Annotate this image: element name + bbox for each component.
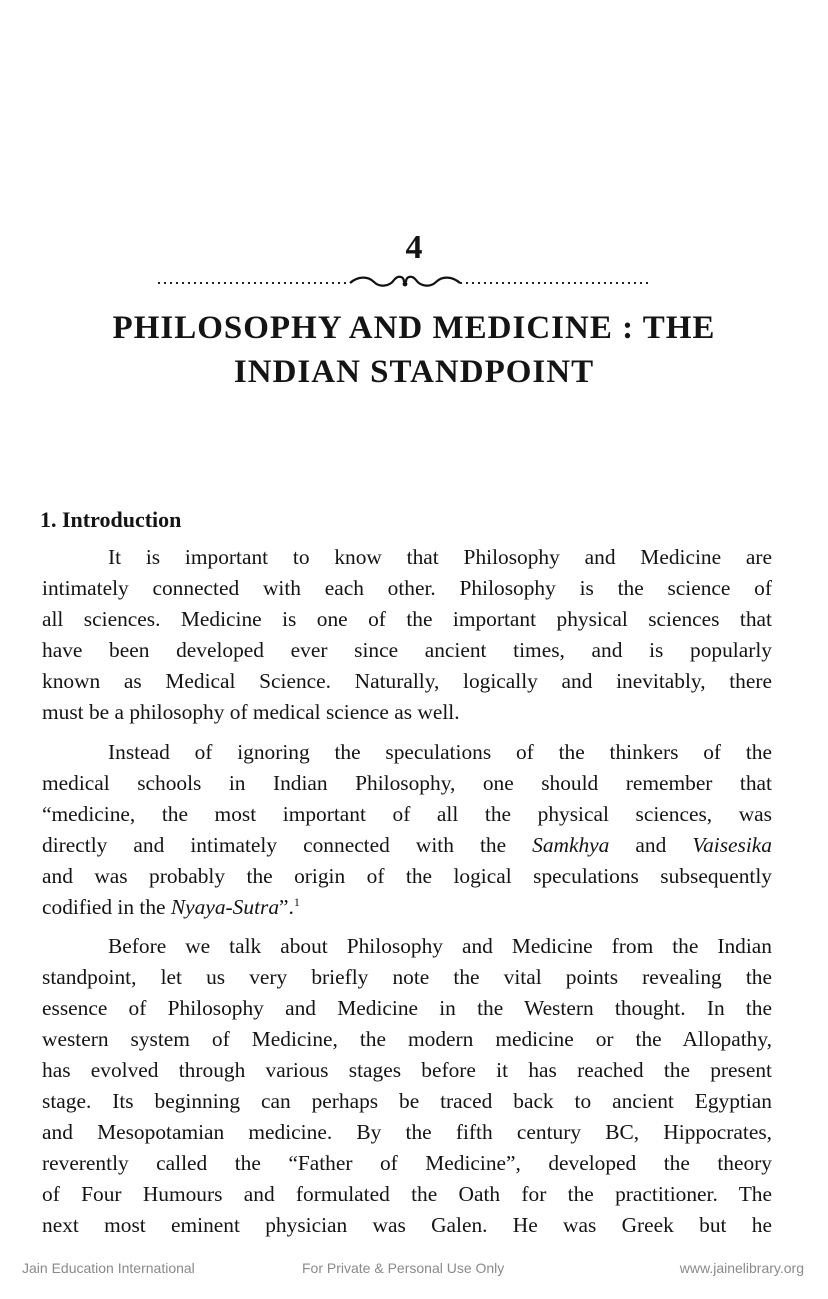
- text-line: and was probably the origin of the logical speculations subsequently: [42, 864, 772, 888]
- footer-website-link[interactable]: www.jainelibrary.org: [679, 1260, 804, 1276]
- chapter-title-line-1: PHILOSOPHY AND MEDICINE : THE: [112, 310, 716, 346]
- text-line: of Four Humours and formulated the Oath for the practitioner. The: [42, 1182, 772, 1206]
- ornament-divider: [158, 272, 652, 290]
- text-line: stage. Its beginning can perhaps be traced back to ancient Egyptian: [42, 1089, 772, 1113]
- text-line: western system of Medicine, the modern medicine or the Allopathy,: [42, 1027, 772, 1051]
- text-line: and Mesopotamian medicine. By the fifth century BC, Hippocrates,: [42, 1120, 772, 1144]
- text-line: It is important to know that Philosophy and Medicine are: [108, 545, 772, 569]
- paragraph-1: [42, 542, 772, 728]
- text-line: all sciences. Medicine is one of the important physical sciences that: [42, 607, 772, 631]
- text-line: has evolved through various stages before it has reached the present: [42, 1058, 772, 1082]
- paragraph-2: [42, 737, 772, 923]
- text-line: Instead of ignoring the speculations of the thinkers of the: [108, 740, 772, 764]
- text-line: intimately connected with each other. Philosophy is the science of: [42, 576, 772, 600]
- text-line: essence of Philosophy and Medicine in the Western thought. In the: [42, 996, 772, 1020]
- text-line: reverently called the “Father of Medicine”, developed the theory: [42, 1151, 772, 1175]
- text-line: next most eminent physician was Galen. He was Greek but he: [42, 1213, 772, 1237]
- text-line: directly and intimately connected with the Samkhya and Vaisesika: [42, 833, 772, 857]
- section-heading: 1. Introduction: [40, 507, 182, 532]
- footnote-reference[interactable]: 1: [293, 894, 300, 909]
- text-line: medical schools in Indian Philosophy, one should remember that: [42, 771, 772, 795]
- footer-publisher: Jain Education International: [22, 1260, 195, 1276]
- text-line: known as Medical Science. Naturally, logically and inevitably, there: [42, 669, 772, 693]
- text-line: codified in the Nyaya-Sutra”.: [42, 895, 294, 919]
- chapter-number: 4: [405, 229, 423, 266]
- paragraph-3: [42, 931, 772, 1241]
- chapter-title-line-2: INDIAN STANDPOINT: [233, 354, 595, 390]
- text-line: standpoint, let us very briefly note the vital points revealing the: [42, 965, 772, 989]
- text-line: have been developed ever since ancient times, and is popularly: [42, 638, 772, 662]
- chapter-title: [40, 306, 788, 394]
- text-line-with-footnote: [42, 892, 772, 923]
- text-line: “medicine, the most important of all the physical sciences, was: [42, 802, 772, 826]
- text-line: must be a philosophy of medical science as well.: [42, 700, 460, 724]
- text-line: Before we talk about Philosophy and Medicine from the Indian: [108, 934, 772, 958]
- footer-usage-note: For Private & Personal Use Only: [302, 1260, 505, 1276]
